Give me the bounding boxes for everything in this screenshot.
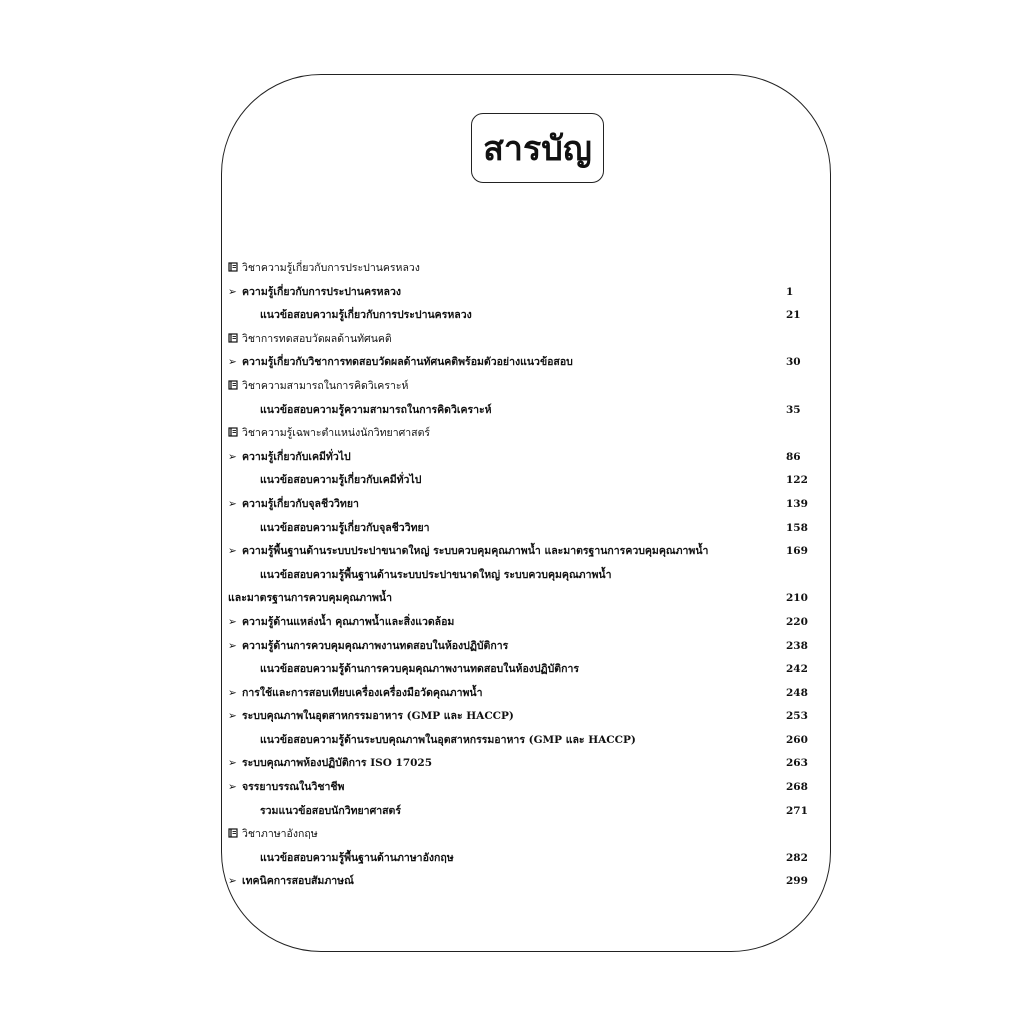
toc-entry-title: แนวข้อสอบความรู้เกี่ยวกับเคมีทั่วไป [260, 474, 422, 487]
toc-row-topic [228, 635, 824, 659]
toc-entry [228, 540, 708, 564]
toc-entry [228, 587, 392, 611]
toc-entry [228, 446, 351, 470]
toc-row-topic [228, 281, 824, 305]
toc-entry [245, 469, 421, 493]
arrow-right-icon: ➢ [228, 615, 237, 628]
toc-row-sub [228, 564, 824, 588]
toc-row-topic [228, 493, 824, 517]
toc-row-topic [228, 870, 824, 894]
toc-entry-title: แนวข้อสอบความรู้พื้นฐานด้านภาษาอังกฤษ [260, 851, 454, 864]
table-of-contents [228, 257, 824, 894]
toc-entry-title: วิชาการทดสอบวัดผลด้านทัศนคติ [242, 332, 392, 345]
toc-page-number: 220 [786, 615, 808, 628]
toc-row-plain [228, 587, 824, 611]
arrow-right-icon: ➢ [228, 710, 237, 723]
arrow-right-icon: ➢ [228, 356, 237, 369]
toc-page-number: 122 [786, 474, 808, 487]
toc-row-sub [228, 469, 824, 493]
toc-page-number: 1 [786, 285, 794, 298]
toc-entry-title: ความรู้ด้านการควบคุมคุณภาพงานทดสอบในห้องปฏิบัติการ [242, 639, 509, 652]
toc-entry-title: แนวข้อสอบความรู้ด้านระบบคุณภาพในอุตสาหกรรมอาหาร (GMP และ HACCP) [260, 733, 636, 746]
toc-page-number: 299 [786, 875, 808, 888]
toc-entry-title: การใช้และการสอบเทียบเครื่องเครื่องมือวัดคุณภาพน้ำ [242, 686, 483, 699]
toc-page-number: 282 [786, 851, 808, 864]
toc-row-sub [228, 847, 824, 871]
toc-entry-title: เทคนิคการสอบสัมภาษณ์ [242, 875, 354, 888]
toc-entry [228, 422, 430, 446]
toc-row-topic [228, 351, 824, 375]
toc-entry [228, 635, 508, 659]
toc-entry [228, 870, 354, 894]
toc-entry [245, 800, 401, 824]
toc-row-sub [228, 729, 824, 753]
toc-entry-title: ความรู้ด้านแหล่งน้ำ คุณภาพน้ำและสิ่งแวดล้อม [242, 615, 455, 628]
toc-row-topic [228, 682, 824, 706]
toc-page-number: 263 [786, 757, 808, 770]
toc-page-number: 86 [786, 450, 801, 463]
toc-entry [245, 658, 579, 682]
toc-entry-title: และมาตรฐานการควบคุมคุณภาพน้ำ [228, 592, 392, 605]
toc-page-number: 169 [786, 545, 808, 558]
arrow-right-icon: ➢ [228, 285, 237, 298]
toc-entry [228, 682, 482, 706]
toc-page-number: 260 [786, 733, 808, 746]
toc-entry [228, 328, 392, 352]
book-icon [228, 258, 238, 268]
book-icon [228, 376, 238, 386]
toc-entry [245, 847, 454, 871]
toc-row-section [228, 257, 824, 281]
toc-row-topic [228, 705, 824, 729]
toc-row-section [228, 422, 824, 446]
toc-page-number: 248 [786, 686, 808, 699]
toc-row-sub [228, 517, 824, 541]
toc-entry [228, 257, 420, 281]
toc-row-topic [228, 776, 824, 800]
toc-page-number: 35 [786, 403, 801, 416]
book-icon [228, 824, 238, 834]
arrow-right-icon: ➢ [228, 497, 237, 510]
toc-entry [228, 493, 359, 517]
arrow-right-icon: ➢ [228, 781, 237, 794]
toc-page-number: 268 [786, 781, 808, 794]
toc-page-number: 271 [786, 804, 808, 817]
toc-entry-title: แนวข้อสอบความรู้ความสามารถในการคิดวิเคราะห์ [260, 403, 492, 416]
toc-entry [228, 281, 401, 305]
toc-page-number: 242 [786, 663, 808, 676]
toc-entry-title: ความรู้พื้นฐานด้านระบบประปาขนาดใหญ่ ระบบควบคุมคุณภาพน้ำ และมาตรฐานการควบคุมคุณภาพน้ำ [242, 545, 709, 558]
toc-page-number: 30 [786, 356, 801, 369]
toc-entry-title: แนวข้อสอบความรู้เกี่ยวกับจุลชีววิทยา [260, 521, 430, 534]
toc-entry [228, 351, 573, 375]
arrow-right-icon: ➢ [228, 686, 237, 699]
toc-entry [228, 375, 408, 399]
toc-entry [228, 752, 432, 776]
toc-entry-title: ระบบคุณภาพห้องปฏิบัติการ ISO 17025 [242, 757, 433, 770]
toc-entry-title: วิชาความสามารถในการคิดวิเคราะห์ [242, 379, 409, 392]
toc-row-topic [228, 540, 824, 564]
arrow-right-icon: ➢ [228, 450, 237, 463]
toc-row-section [228, 823, 824, 847]
toc-entry [245, 399, 492, 423]
toc-entry-title: จรรยาบรรณในวิชาชีพ [242, 781, 345, 794]
toc-page-number: 253 [786, 710, 808, 723]
arrow-right-icon: ➢ [228, 757, 237, 770]
toc-row-sub [228, 304, 824, 328]
arrow-right-icon: ➢ [228, 875, 237, 888]
toc-entry-title: วิชาความรู้เกี่ยวกับการประปานครหลวง [242, 262, 420, 274]
toc-row-topic [228, 611, 824, 635]
toc-entry [245, 729, 636, 753]
toc-entry-title: วิชาความรู้เฉพาะตำแหน่งนักวิทยาศาสตร์ [242, 427, 431, 440]
toc-row-topic [228, 446, 824, 470]
toc-page-number: 210 [786, 592, 808, 605]
toc-entry-title: วิชาภาษาอังกฤษ [242, 828, 318, 841]
toc-row-sub [228, 399, 824, 423]
book-icon [228, 423, 238, 433]
toc-entry [245, 564, 612, 588]
toc-row-topic [228, 752, 824, 776]
toc-entry-title: ความรู้เกี่ยวกับเคมีทั่วไป [242, 450, 351, 463]
toc-entry-title: ความรู้เกี่ยวกับการประปานครหลวง [242, 285, 402, 298]
toc-page-number: 21 [786, 309, 801, 322]
toc-entry-title: ระบบคุณภาพในอุตสาหกรรมอาหาร (GMP และ HACCP) [242, 710, 514, 723]
book-icon [228, 329, 238, 339]
toc-entry-title: ความรู้เกี่ยวกับจุลชีววิทยา [242, 497, 359, 510]
toc-entry-title: รวมแนวข้อสอบนักวิทยาศาสตร์ [260, 804, 401, 817]
toc-entry-title: แนวข้อสอบความรู้พื้นฐานด้านระบบประปาขนาดใหญ่ ระบบควบคุมคุณภาพน้ำ [260, 568, 612, 581]
toc-row-sub [228, 658, 824, 682]
toc-row-section [228, 328, 824, 352]
toc-page-number: 139 [786, 497, 808, 510]
arrow-right-icon: ➢ [228, 545, 237, 558]
toc-entry [245, 517, 430, 541]
toc-page-number: 158 [786, 521, 808, 534]
page-title: สารบัญ [483, 129, 592, 169]
toc-entry [228, 705, 514, 729]
toc-page-number: 238 [786, 639, 808, 652]
toc-entry-title: แนวข้อสอบความรู้ด้านการควบคุมคุณภาพงานทดสอบในห้องปฏิบัติการ [260, 663, 579, 676]
toc-row-sub [228, 800, 824, 824]
toc-entry [245, 304, 472, 328]
toc-entry [228, 776, 344, 800]
toc-entry-title: แนวข้อสอบความรู้เกี่ยวกับการประปานครหลวง [260, 309, 472, 322]
title-box [471, 113, 604, 183]
toc-entry-title: ความรู้เกี่ยวกับวิชาการทดสอบวัดผลด้านทัศนคติพร้อมตัวอย่างแนวข้อสอบ [242, 356, 573, 369]
toc-row-section [228, 375, 824, 399]
toc-entry [228, 611, 454, 635]
toc-entry [228, 823, 318, 847]
arrow-right-icon: ➢ [228, 639, 237, 652]
